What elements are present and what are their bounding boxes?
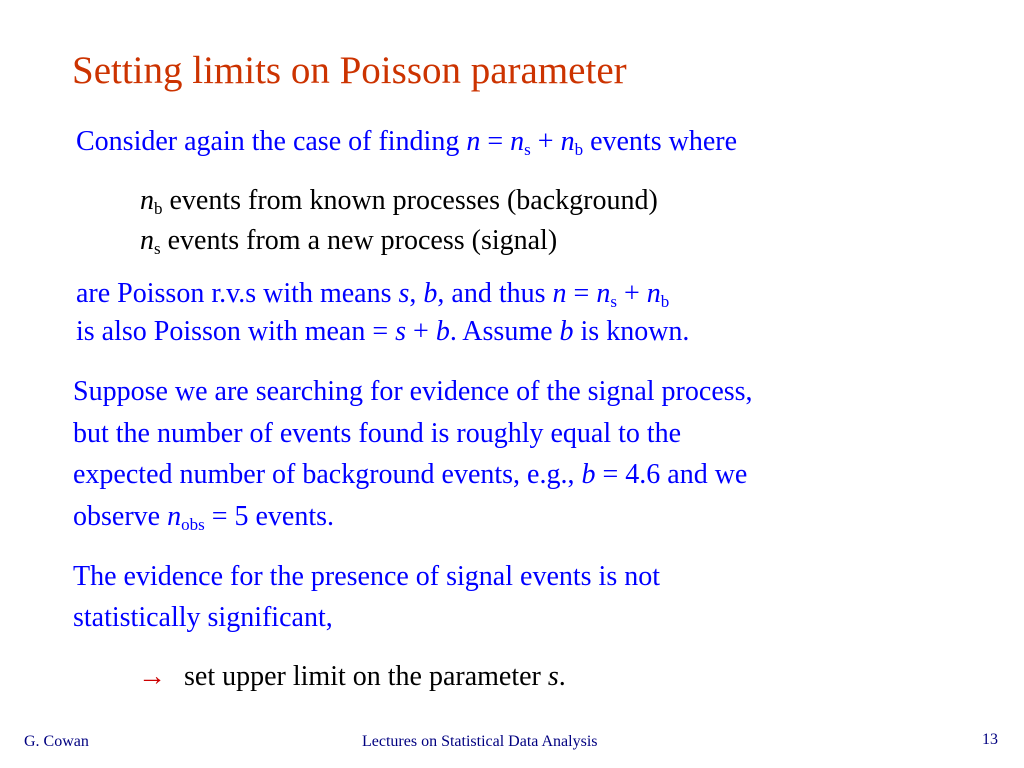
slide-title: Setting limits on Poisson parameter — [72, 49, 627, 92]
suppose-line-4: observe $n_{obs} = 5$ events. — [73, 501, 335, 534]
background-events-line: $n_b$ events from known processes (background) — [140, 185, 658, 218]
evidence-line-2: statistically significant, — [73, 602, 333, 633]
footer-course: Lectures on Statistical Data Analysis — [362, 733, 598, 750]
poisson-line-1: are Poisson r.v.s with means s, b, and thus $n = n_s + n_b$ — [76, 278, 670, 311]
suppose-line-3: expected number of background events, e.g., b = 4.6 and we — [73, 459, 748, 490]
footer-page-number: 13 — [982, 731, 998, 748]
conclusion-line: → set upper limit on the parameter s. — [138, 661, 566, 692]
suppose-line-1: Suppose we are searching for evidence of the signal process, — [73, 376, 753, 407]
suppose-line-2: but the number of events found is roughly equal to the — [73, 418, 682, 449]
poisson-line-2: is also Poisson with mean = s + b. Assume b is known. — [76, 316, 690, 347]
signal-events-line: $n_s$ events from a new process (signal) — [140, 225, 558, 258]
evidence-line-1: The evidence for the presence of signal events is not — [73, 561, 661, 592]
intro-line: Consider again the case of finding $n = n_s + n_b$ events where — [76, 126, 737, 159]
footer-author: G. Cowan — [24, 733, 89, 750]
right-arrow-icon: → — [138, 661, 166, 692]
